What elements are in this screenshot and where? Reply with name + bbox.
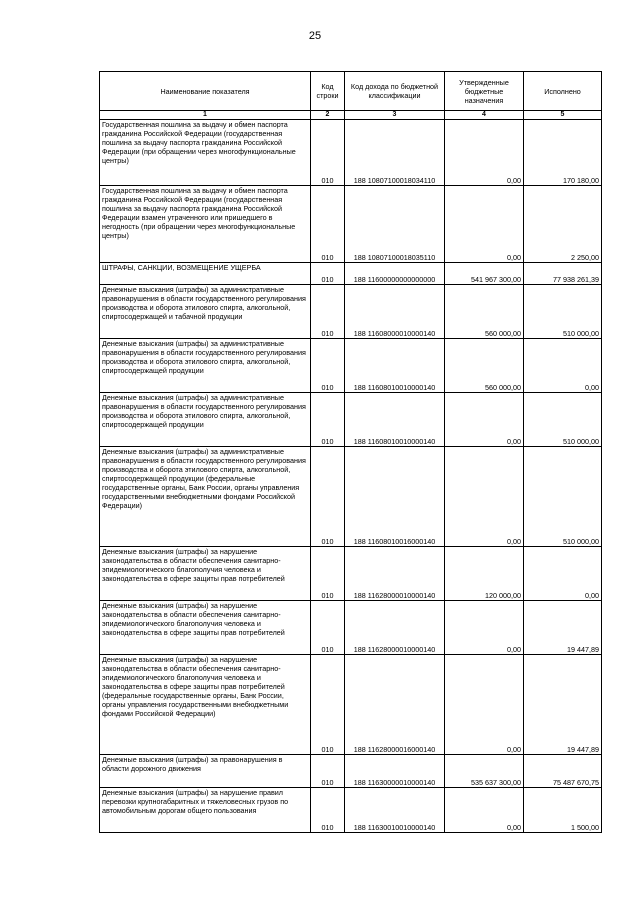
line-code: 010 — [311, 755, 345, 788]
table-row — [100, 788, 602, 833]
line-code: 010 — [311, 120, 345, 186]
table-row — [100, 120, 602, 186]
indicator-name: Денежные взыскания (штрафы) за административные правонарушения в области государственного регулирования производства и оборота этилового спирта, алкогольной, спиртосодержащей продукции — [100, 393, 311, 447]
indicator-name: Денежные взыскания (штрафы) за административные правонарушения в области государственного регулирования производства и оборота этилового спирта, алкогольной, спиртосодержащей продукции (федеральные государственные органы, Банк России, органы управления государственными внебюджетными фондами Российской Федерации) — [100, 447, 311, 547]
budget-code: 188 11608010010000140 — [345, 393, 445, 447]
line-code: 010 — [311, 263, 345, 285]
executed-amount: 2 250,00 — [524, 186, 602, 263]
approved-amount: 0,00 — [445, 393, 524, 447]
executed-amount: 75 487 670,75 — [524, 755, 602, 788]
budget-code: 188 11630000010000140 — [345, 755, 445, 788]
header-row — [100, 72, 602, 111]
approved-amount: 0,00 — [445, 447, 524, 547]
header-budget-code: Код дохода по бюджетной классификации — [345, 72, 445, 111]
budget-report-table — [99, 71, 602, 833]
table-row — [100, 547, 602, 601]
indicator-name: Денежные взыскания (штрафы) за административные правонарушения в области государственного регулирования производства и оборота этилового спирта, алкогольной, спиртосодержащей продукции — [100, 339, 311, 393]
approved-amount: 0,00 — [445, 120, 524, 186]
approved-amount: 0,00 — [445, 601, 524, 655]
indicator-name: Денежные взыскания (штрафы) за нарушение правил перевозки крупногабаритных и тяжеловесных грузов по автомобильным дорогам общего пользования — [100, 788, 311, 833]
table-row — [100, 447, 602, 547]
line-code: 010 — [311, 601, 345, 655]
table-row — [100, 393, 602, 447]
column-number: 1 — [100, 111, 311, 120]
executed-amount: 77 938 261,39 — [524, 263, 602, 285]
approved-amount: 541 967 300,00 — [445, 263, 524, 285]
line-code: 010 — [311, 788, 345, 833]
approved-amount: 535 637 300,00 — [445, 755, 524, 788]
table-row — [100, 186, 602, 263]
table-row — [100, 755, 602, 788]
header-line-code: Код строки — [311, 72, 345, 111]
indicator-name: Государственная пошлина за выдачу и обмен паспорта гражданина Российской Федерации (государственная пошлина за выдачу паспорта гражданина Российской Федерации взамен утраченного или пришедшего в негодность (при обращении через многофункциональные центры) — [100, 186, 311, 263]
budget-code: 188 11608010010000140 — [345, 339, 445, 393]
executed-amount: 19 447,89 — [524, 601, 602, 655]
header-executed: Исполнено — [524, 72, 602, 111]
executed-amount: 0,00 — [524, 547, 602, 601]
line-code: 010 — [311, 339, 345, 393]
budget-code: 188 11600000000000000 — [345, 263, 445, 285]
table-row — [100, 263, 602, 285]
table-row — [100, 655, 602, 755]
executed-amount: 1 500,00 — [524, 788, 602, 833]
table-row — [100, 285, 602, 339]
line-code: 010 — [311, 447, 345, 547]
budget-code: 188 11608010016000140 — [345, 447, 445, 547]
line-code: 010 — [311, 655, 345, 755]
executed-amount: 170 180,00 — [524, 120, 602, 186]
indicator-name: ШТРАФЫ, САНКЦИИ, ВОЗМЕЩЕНИЕ УЩЕРБА — [100, 263, 311, 285]
column-number: 4 — [445, 111, 524, 120]
budget-code: 188 11630010010000140 — [345, 788, 445, 833]
line-code: 010 — [311, 186, 345, 263]
table-row — [100, 339, 602, 393]
column-number-row — [100, 111, 602, 120]
budget-code: 188 10807100018035110 — [345, 186, 445, 263]
line-code: 010 — [311, 393, 345, 447]
header-approved: Утвержденные бюджетные назначения — [445, 72, 524, 111]
column-number: 2 — [311, 111, 345, 120]
executed-amount: 510 000,00 — [524, 285, 602, 339]
approved-amount: 0,00 — [445, 655, 524, 755]
indicator-name: Денежные взыскания (штрафы) за нарушение законодательства в области обеспечения санитарно-эпидемиологического благополучия человека и законодательства в сфере защиты прав потребителей (федеральные государственные органы, Банк России, органы управления государственными внебюджетными фондами Российской Федерации) — [100, 655, 311, 755]
budget-code: 188 11608000010000140 — [345, 285, 445, 339]
approved-amount: 0,00 — [445, 186, 524, 263]
indicator-name: Государственная пошлина за выдачу и обмен паспорта гражданина Российской Федерации (государственная пошлина за выдачу паспорта гражданина Российской Федерации (при обращении через многофункциональные центры) — [100, 120, 311, 186]
approved-amount: 120 000,00 — [445, 547, 524, 601]
indicator-name: Денежные взыскания (штрафы) за нарушение законодательства в области обеспечения санитарно-эпидемиологического благополучия человека и законодательства в сфере защиты прав потребителей — [100, 547, 311, 601]
executed-amount: 0,00 — [524, 339, 602, 393]
executed-amount: 510 000,00 — [524, 393, 602, 447]
approved-amount: 560 000,00 — [445, 339, 524, 393]
budget-code: 188 11628000016000140 — [345, 655, 445, 755]
budget-code: 188 11628000010000140 — [345, 601, 445, 655]
column-number: 5 — [524, 111, 602, 120]
executed-amount: 510 000,00 — [524, 447, 602, 547]
approved-amount: 560 000,00 — [445, 285, 524, 339]
budget-code: 188 10807100018034110 — [345, 120, 445, 186]
header-indicator-name: Наименование показателя — [100, 72, 311, 111]
line-code: 010 — [311, 547, 345, 601]
page-number: 25 — [308, 30, 322, 42]
line-code: 010 — [311, 285, 345, 339]
budget-code: 188 11628000010000140 — [345, 547, 445, 601]
indicator-name: Денежные взыскания (штрафы) за нарушение законодательства в области обеспечения санитарно-эпидемиологического благополучия человека и законодательства в сфере защиты прав потребителей — [100, 601, 311, 655]
table-row — [100, 601, 602, 655]
column-number: 3 — [345, 111, 445, 120]
executed-amount: 19 447,89 — [524, 655, 602, 755]
approved-amount: 0,00 — [445, 788, 524, 833]
indicator-name: Денежные взыскания (штрафы) за правонарушения в области дорожного движения — [100, 755, 311, 788]
indicator-name: Денежные взыскания (штрафы) за административные правонарушения в области государственного регулирования производства и оборота этилового спирта, алкогольной, спиртосодержащей и табачной продукции — [100, 285, 311, 339]
